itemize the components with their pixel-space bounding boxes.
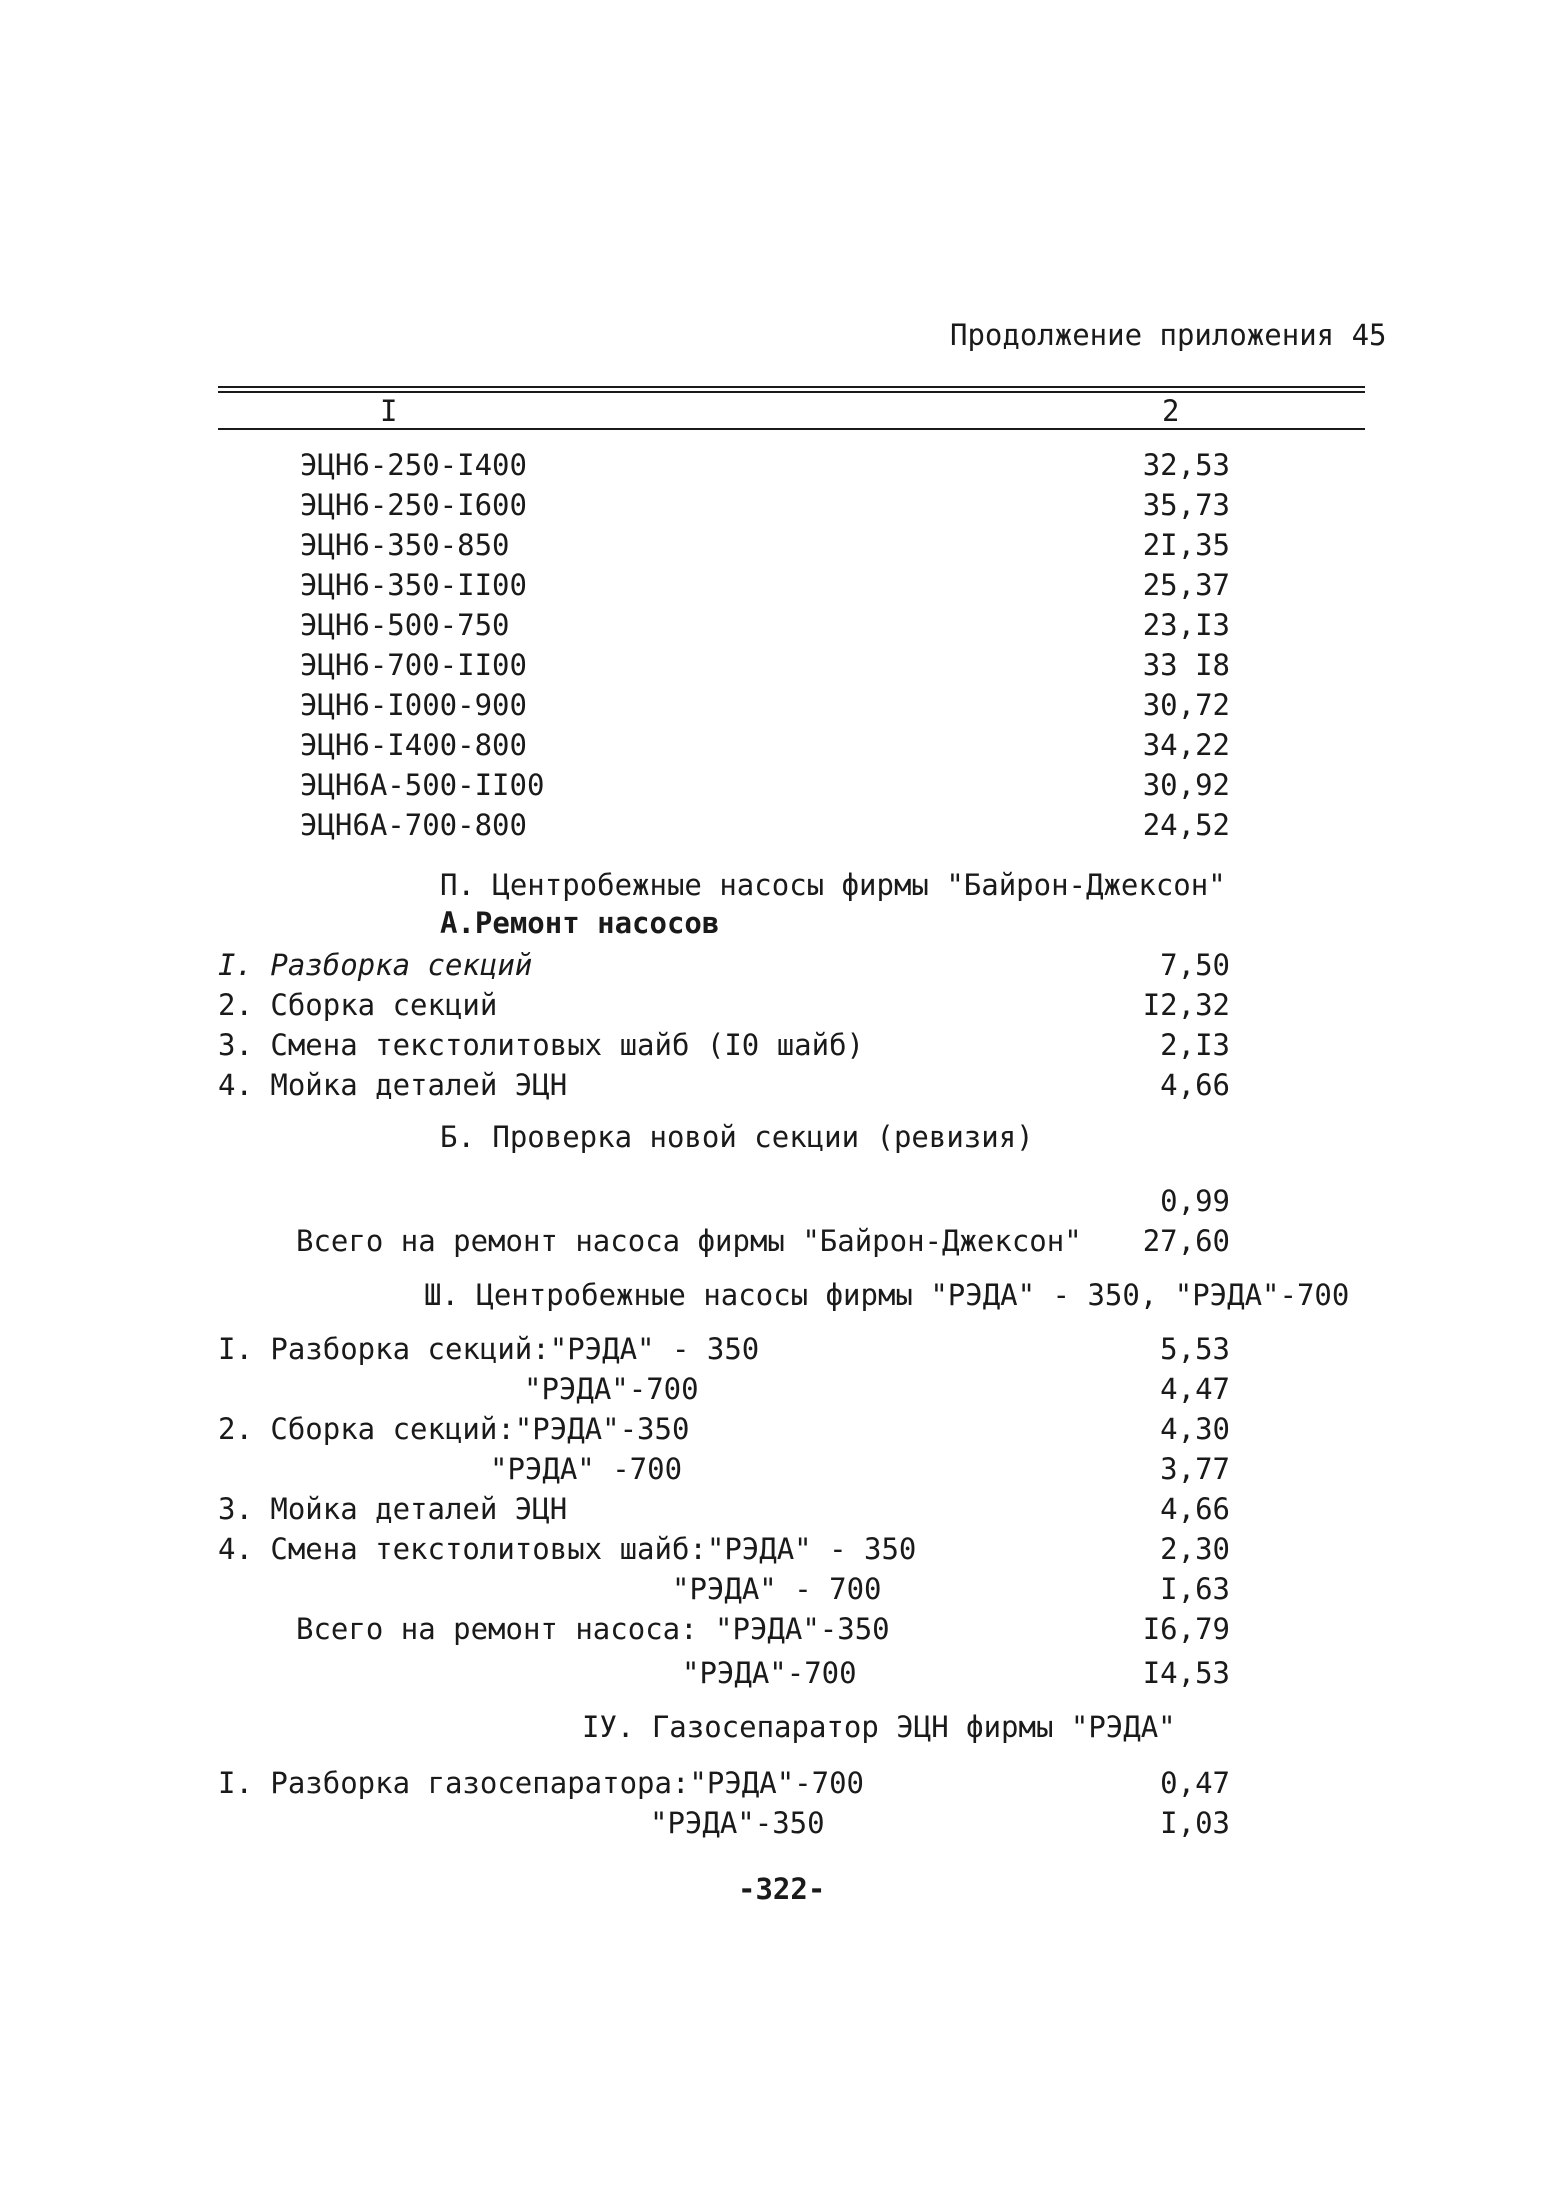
row-name: I. Разборка секций <box>218 948 533 982</box>
row-value: I2,32 <box>1142 988 1230 1022</box>
section-2-subtitle-b: Б. Проверка новой секции (ревизия) <box>440 1120 1034 1154</box>
row-name: 2. Сборка секций <box>218 988 498 1022</box>
row-name: 2. Сборка секций:"РЭДА"-350 <box>218 1412 690 1446</box>
table-top-rule <box>218 386 1365 388</box>
row-name: ЭЦН6-350-II00 <box>300 568 527 602</box>
row-name: "РЭДА"-700 <box>682 1656 857 1690</box>
row-value: I,63 <box>1160 1572 1230 1606</box>
row-name: ЭЦН6-250-I600 <box>300 488 527 522</box>
row-value: 5,53 <box>1160 1332 1230 1366</box>
section-2-subtitle-a: А.Ремонт насосов <box>440 906 720 940</box>
row-name: ЭЦН6А-700-800 <box>300 808 527 842</box>
row-name: 4. Мойка деталей ЭЦН <box>218 1068 568 1102</box>
row-name: "РЭДА"-350 <box>650 1806 825 1840</box>
row-value: 33 I8 <box>1142 648 1230 682</box>
row-value: 4,47 <box>1160 1372 1230 1406</box>
row-value: 30,72 <box>1142 688 1230 722</box>
column-1-header: I <box>380 394 398 428</box>
row-name: I. Разборка газосепаратора:"РЭДА"-700 <box>218 1766 865 1800</box>
section-3-title: Ш. Центробежные насосы фирмы "РЭДА" - 350, "РЭДА"-700 <box>424 1278 1350 1312</box>
row-value: 2,30 <box>1160 1532 1230 1566</box>
column-2-header: 2 <box>1162 394 1180 428</box>
row-value: 32,53 <box>1142 448 1230 482</box>
row-name: "РЭДА"-700 <box>524 1372 699 1406</box>
section-2-title: П. Центробежные насосы фирмы "Байрон-Джексон" <box>440 868 1226 902</box>
row-name: ЭЦН6-250-I400 <box>300 448 527 482</box>
revision-value: 0,99 <box>1160 1184 1230 1218</box>
row-value: 35,73 <box>1142 488 1230 522</box>
row-value: 24,52 <box>1142 808 1230 842</box>
row-name: ЭЦН6-700-II00 <box>300 648 527 682</box>
row-value: 0,47 <box>1160 1766 1230 1800</box>
row-name: 3. Мойка деталей ЭЦН <box>218 1492 568 1526</box>
row-value: I6,79 <box>1142 1612 1230 1646</box>
continuation-header: Продолжение приложения 45 <box>950 318 1387 352</box>
row-value: 4,66 <box>1160 1492 1230 1526</box>
row-value: 4,66 <box>1160 1068 1230 1102</box>
row-value: 7,50 <box>1160 948 1230 982</box>
row-name: "РЭДА" - 700 <box>672 1572 882 1606</box>
row-value: 30,92 <box>1142 768 1230 802</box>
row-name: ЭЦН6-I000-900 <box>300 688 527 722</box>
row-name: ЭЦН6-I400-800 <box>300 728 527 762</box>
row-name: ЭЦН6-350-850 <box>300 528 510 562</box>
row-value: 3,77 <box>1160 1452 1230 1486</box>
row-name: 3. Смена текстолитовых шайб (I0 шайб) <box>218 1028 865 1062</box>
table-header-rule <box>218 428 1365 430</box>
row-name: 4. Смена текстолитовых шайб:"РЭДА" - 350 <box>218 1532 917 1566</box>
page-number: -322- <box>738 1872 826 1906</box>
row-name: "РЭДА" -700 <box>490 1452 683 1486</box>
row-name: ЭЦН6-500-750 <box>300 608 510 642</box>
row-value: I4,53 <box>1142 1656 1230 1690</box>
row-value: 34,22 <box>1142 728 1230 762</box>
row-value: 4,30 <box>1160 1412 1230 1446</box>
total-value: 27,60 <box>1142 1224 1230 1258</box>
section-4-title: IУ. Газосепаратор ЭЦН фирмы "РЭДА" <box>582 1710 1176 1744</box>
total-label: Всего на ремонт насоса фирмы "Байрон-Джексон" <box>296 1224 1082 1258</box>
row-name: I. Разборка секций:"РЭДА" - 350 <box>218 1332 760 1366</box>
row-value: 25,37 <box>1142 568 1230 602</box>
row-name: ЭЦН6А-500-II00 <box>300 768 545 802</box>
row-value: I,03 <box>1160 1806 1230 1840</box>
row-value: 23,I3 <box>1142 608 1230 642</box>
row-name: Всего на ремонт насоса: "РЭДА"-350 <box>296 1612 890 1646</box>
table-top-rule-2 <box>218 391 1365 393</box>
row-value: 2I,35 <box>1142 528 1230 562</box>
row-value: 2,I3 <box>1160 1028 1230 1062</box>
